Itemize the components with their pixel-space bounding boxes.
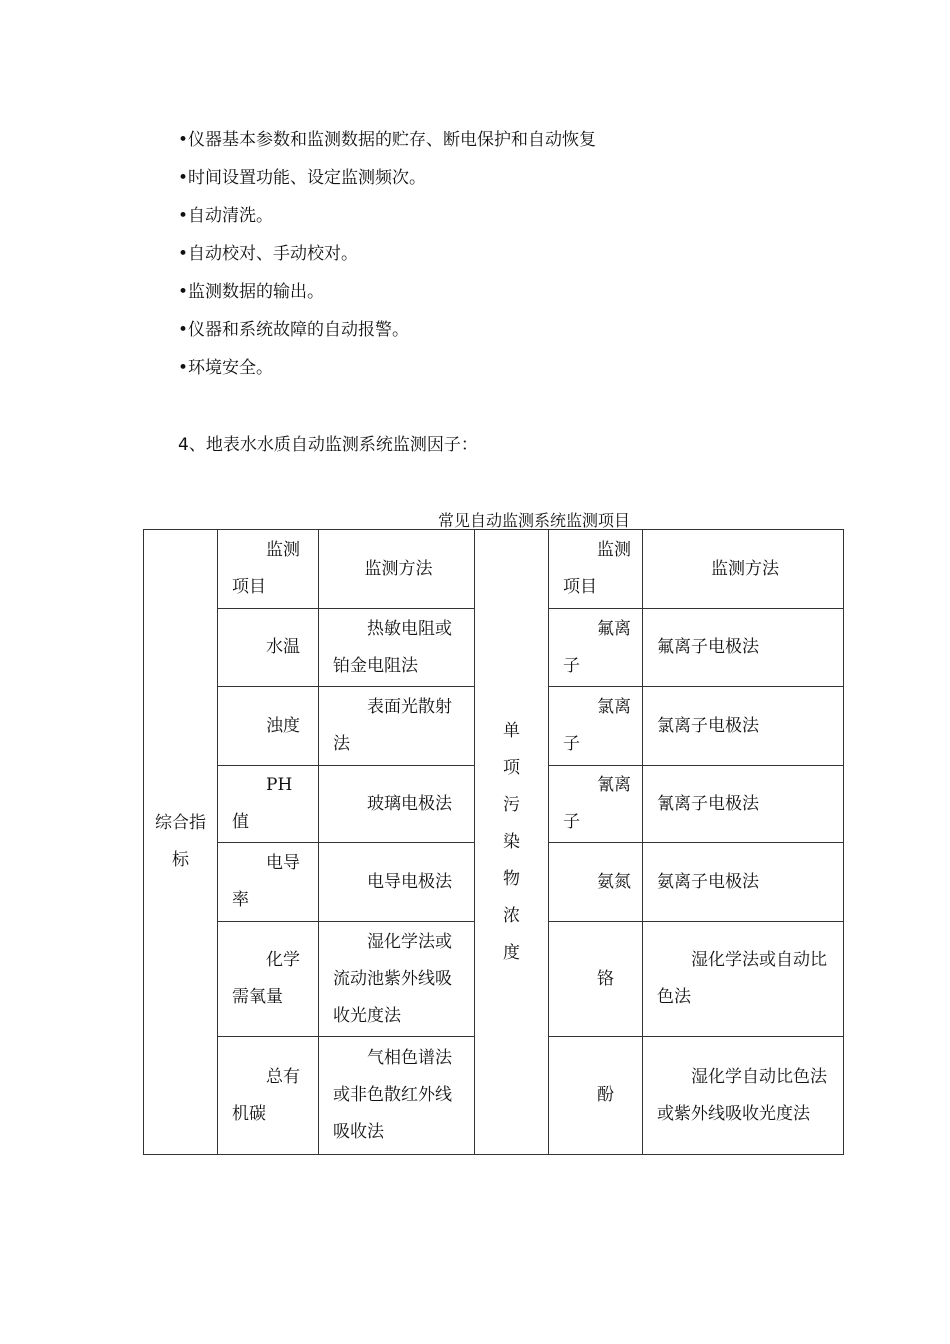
table-row [144, 530, 844, 609]
header-item: 监测项目 [232, 540, 300, 597]
vertical-char: 染 [503, 831, 520, 852]
header-method-cell-right [643, 530, 844, 609]
bullet-list [178, 125, 596, 391]
item-cell: 浊度 [266, 715, 300, 736]
method-cell: 湿化学法或自动比色法 [657, 950, 827, 1007]
item-cell: 总有机碳 [232, 1066, 300, 1124]
header-method-cell [319, 530, 475, 609]
method-cell: 表面光散射法 [333, 697, 452, 754]
list-item: •环境安全。 [178, 358, 274, 378]
method-cell: 氟离子电极法 [657, 637, 759, 657]
vertical-char: 单 [503, 720, 520, 741]
list-item: •时间设置功能、设定监测频次。 [178, 168, 427, 188]
item-cell: PH值 [232, 775, 293, 832]
header-item-right: 监测项目 [563, 540, 631, 597]
item-cell: 氯离子 [563, 697, 631, 754]
header-item-cell [218, 530, 319, 609]
list-item: •仪器和系统故障的自动报警。 [178, 320, 410, 340]
item-cell: 电导率 [232, 853, 300, 910]
method-cell: 氯离子电极法 [657, 715, 759, 736]
group2-label [475, 713, 548, 972]
method-cell: 玻璃电极法 [367, 793, 452, 814]
method-cell: 氰离子电极法 [657, 793, 759, 814]
list-item: •自动清洗。 [178, 206, 274, 226]
item-cell: 水温 [266, 637, 300, 657]
vertical-char: 项 [503, 757, 520, 778]
list-item: •仪器基本参数和监测数据的贮存、断电保护和自动恢复 [178, 130, 597, 150]
item-cell: 氰离子 [563, 775, 631, 832]
item-cell: 氟离子 [563, 618, 631, 676]
vertical-char: 物 [503, 868, 520, 889]
group-label-cell [144, 530, 218, 1155]
section-heading: 4、地表水水质自动监测系统监测因子： [178, 435, 478, 455]
header-method-right: 监测方法 [711, 558, 779, 579]
item-cell: 酚 [597, 1085, 614, 1105]
vertical-char: 污 [503, 794, 520, 815]
list-item: •自动校对、手动校对。 [178, 244, 359, 264]
monitoring-table [143, 529, 844, 1155]
table-caption: 常见自动监测系统监测项目 [438, 511, 631, 530]
list-item: •监测数据的输出。 [178, 282, 325, 302]
vertical-char: 浓 [503, 905, 520, 926]
method-cell: 电导电极法 [367, 871, 452, 892]
method-cell: 气相色谱法或非色散红外线吸收法 [333, 1048, 452, 1142]
header-item-cell-right [549, 530, 643, 609]
method-cell: 氨离子电极法 [657, 871, 759, 892]
group2-cell [475, 530, 549, 1155]
group-label: 综合指标 [155, 813, 206, 870]
method-cell: 湿化学自动比色法或紫外线吸收光度法 [657, 1066, 827, 1124]
method-cell: 湿化学法或流动池紫外线吸收光度法 [333, 931, 452, 1026]
method-cell: 热敏电阻或铂金电阻法 [333, 618, 452, 676]
vertical-char: 度 [503, 942, 520, 963]
header-method: 监测方法 [364, 558, 433, 579]
item-cell: 铬 [597, 968, 614, 989]
item-cell: 化学需氧量 [232, 950, 300, 1007]
item-cell: 氨氮 [597, 871, 631, 892]
